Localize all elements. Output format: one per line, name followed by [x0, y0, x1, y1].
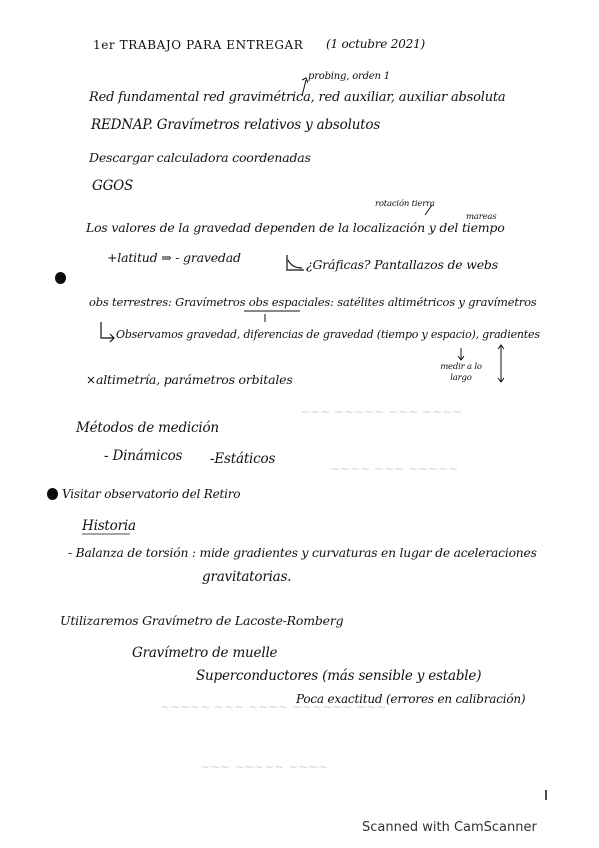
- note-line: - Dinámicos: [104, 448, 183, 464]
- annotation-arrow: [458, 348, 464, 360]
- title: 1er TRABAJO PARA ENTREGAR: [93, 38, 304, 52]
- annotation-medir: medir a lo largo: [440, 362, 482, 383]
- hook-arrow: [101, 322, 114, 342]
- note-line: - Balanza de torsión : mide gradientes y curvaturas en lugar de aceleraciones: [68, 546, 537, 560]
- annotation-arrow: [425, 205, 432, 215]
- note-line: -Estáticos: [210, 451, 276, 467]
- note-line: +latitud ⇒ - gravedad: [107, 250, 241, 265]
- bleed-through-decoration: ~~~ ~~~~~ ~~~~: [200, 760, 329, 774]
- note-line: ¿Gráficas? Pantallazos de webs: [306, 257, 498, 272]
- note-line: obs terrestres: Gravímetros obs espaciales: satélites altimétricos y gravímetros: [89, 295, 537, 309]
- note-line: gravitatorias.: [202, 569, 292, 585]
- annotation-probing: probing, orden 1: [308, 71, 390, 82]
- note-line: Poca exactitud (errores en calibración): [296, 692, 526, 706]
- scanner-watermark: Scanned with CamScanner: [362, 820, 537, 835]
- note-line: Historia: [82, 518, 136, 534]
- bullet-mark: [88, 377, 94, 383]
- note-line: GGOS: [92, 178, 134, 194]
- note-line: Descargar calculadora coordenadas: [89, 150, 311, 165]
- annotation-arrow: [302, 78, 308, 96]
- note-line: Los valores de la gravedad dependen de la localización y del tiempo: [86, 220, 505, 235]
- note-line: Superconductores (más sensible y estable): [196, 668, 482, 684]
- note-line: Gravímetro de muelle: [132, 645, 278, 661]
- note-line: Observamos gravedad, diferencias de gravedad (tiempo y espacio), gradientes: [116, 328, 540, 341]
- bleed-through-decoration: ~~~~~ ~~~ ~~~~ ~~~~~~ ~~~: [160, 700, 387, 714]
- annotation-rotacion: rotación tierra: [375, 199, 435, 209]
- note-line: Red fundamental red gravimétrica, red auxiliar, auxiliar absoluta: [89, 90, 506, 105]
- note-line: Utilizaremos Gravímetro de Lacoste-Romberg: [60, 613, 344, 628]
- annotation-arrow: [498, 345, 504, 382]
- annotation-mareas: mareas: [466, 212, 497, 222]
- note-line: altimetría, parámetros orbitales: [96, 372, 293, 387]
- graph-sketch: [287, 255, 304, 270]
- note-line: Visitar observatorio del Retiro: [62, 487, 241, 501]
- note-line: REDNAP. Gravímetros relativos y absolutos: [91, 117, 381, 133]
- date: (1 octubre 2021): [326, 37, 425, 51]
- bleed-through-decoration: ~~~~ ~~~ ~~~~~: [330, 462, 459, 476]
- note-line: Métodos de medición: [76, 420, 219, 436]
- bleed-through-decoration: ~~~ ~~~~~ ~~~ ~~~~: [300, 405, 463, 419]
